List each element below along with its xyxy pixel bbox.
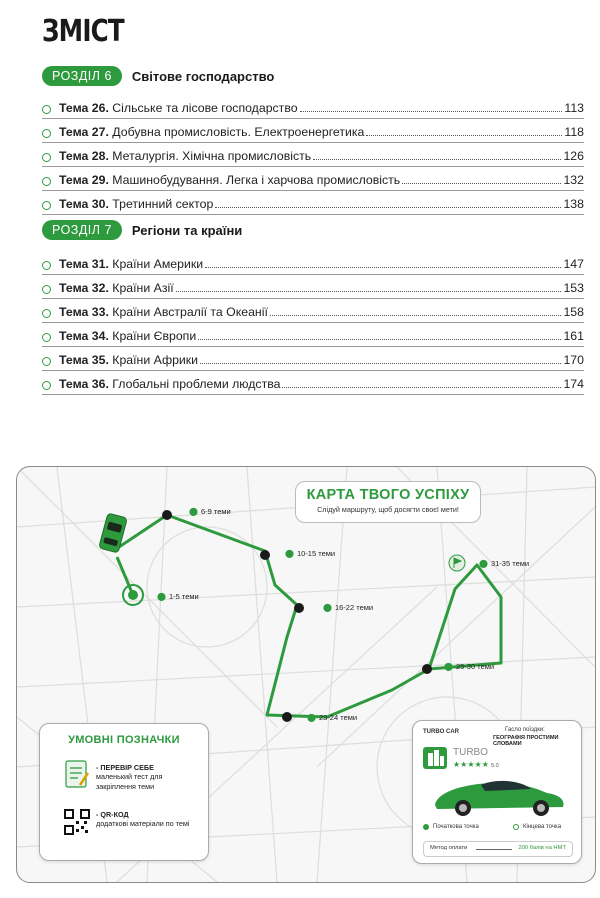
bullet-circle-icon [42, 285, 51, 294]
card-car-name: TURBO [453, 747, 488, 758]
checkpoint-icon [260, 550, 270, 560]
topic-number: Тема 26. [59, 101, 109, 115]
section-title: Регіони та країни [131, 222, 243, 238]
toc-row[interactable] [42, 167, 584, 191]
topic-number: Тема 28. [59, 149, 109, 163]
topic-page: 170 [563, 353, 584, 367]
map-banner [295, 481, 481, 523]
map-legend [39, 723, 209, 861]
topic-page: 158 [563, 305, 584, 319]
map-title: КАРТА ТВОГО УСПІХУ [306, 487, 470, 503]
topic-number: Тема 27. [59, 125, 109, 139]
bullet-circle-icon [42, 129, 51, 138]
finish-marker-icon [449, 555, 465, 571]
topic-page: 126 [563, 149, 584, 163]
topic-title: Країни Австралії та Океанії [112, 305, 268, 319]
rating-stars: ★★★★★ 5.0 [453, 760, 499, 769]
end-point-icon [513, 824, 519, 830]
pin-icon: ⬤ [307, 713, 316, 722]
section-badge: РОЗДІЛ 6 [42, 66, 122, 86]
page-title: ЗМІСТ [42, 14, 124, 49]
qr-code-icon [64, 809, 90, 835]
bullet-circle-icon [42, 201, 51, 210]
card-slogan-label: Гасло поїздки: [505, 727, 545, 733]
sports-car-icon [429, 771, 569, 817]
section-badge: РОЗДІЛ 7 [42, 220, 122, 240]
bullet-circle-icon [42, 177, 51, 186]
legend-title: УМОВНІ ПОЗНАЧКИ [68, 734, 180, 746]
payment-row: Метод оплати 200 балів на НМТ [423, 841, 573, 857]
card-brand: TURBO CAR [423, 729, 459, 735]
toc-row[interactable] [42, 191, 584, 215]
map-subtitle: Слідуй маршруту, щоб досягти своєї мети! [317, 505, 459, 514]
topic-number: Тема 32. [59, 281, 109, 295]
topic-page: 153 [563, 281, 584, 295]
bullet-circle-icon [42, 153, 51, 162]
topic-page: 132 [563, 173, 584, 187]
topic-page: 174 [563, 377, 584, 391]
toc-row[interactable] [42, 95, 584, 119]
legend-item-qr: - QR-КОД додаткові матеріали по темі [96, 810, 190, 829]
pin-icon: ⬤ [189, 507, 198, 516]
toc-section-6 [42, 95, 584, 215]
start-point: Початкова точка [423, 824, 479, 830]
bullet-circle-icon [42, 105, 51, 114]
topic-number: Тема 31. [59, 257, 109, 271]
end-point: Кінцева точка [513, 824, 561, 830]
section-6-header [42, 66, 274, 86]
checkpoint-icon [422, 664, 432, 674]
topic-number: Тема 33. [59, 305, 109, 319]
section-title: Світове господарство [131, 68, 275, 84]
pin-icon: ⬤ [479, 559, 488, 568]
topic-number: Тема 34. [59, 329, 109, 343]
topic-title: Сільське та лісове господарство [112, 101, 298, 115]
toc-row[interactable] [42, 251, 584, 275]
topic-page: 113 [564, 101, 584, 115]
topic-title: Країни Азії [112, 281, 174, 295]
checkpoint-icon [282, 712, 292, 722]
bullet-circle-icon [42, 357, 51, 366]
pin-icon: ⬤ [285, 549, 294, 558]
stop-label: ⬤ 10-15 теми [285, 549, 336, 558]
topic-page: 161 [563, 329, 584, 343]
topic-title: Країни Африки [112, 353, 199, 367]
pin-icon: ⬤ [444, 662, 453, 671]
stop-label: ⬤ 31-35 теми [479, 559, 530, 568]
pin-icon: ⬤ [323, 603, 332, 612]
test-doc-icon [64, 759, 90, 789]
stop-label: ⬤ 25-30 теми [444, 662, 495, 671]
bullet-circle-icon [42, 381, 51, 390]
stop-label: ⬤ 6-9 теми [189, 507, 231, 516]
legend-item-test: - ПЕРЕВІР СЕБЕ маленький тест для закріплення теми [96, 763, 163, 791]
topic-title: Третинний сектор [112, 197, 214, 211]
topic-number: Тема 35. [59, 353, 109, 367]
toc-row[interactable] [42, 119, 584, 143]
stop-label: ⬤ 1-5 теми [157, 592, 199, 601]
toc-row[interactable] [42, 299, 584, 323]
start-point-icon [423, 824, 429, 830]
route-path [119, 515, 501, 717]
checkpoint-icon [294, 603, 304, 613]
bullet-circle-icon [42, 333, 51, 342]
topic-page: 118 [564, 125, 584, 139]
topic-title: Країни Америки [112, 257, 204, 271]
turbo-car-card [412, 720, 582, 864]
stop-label: ⬤ 16-22 теми [323, 603, 374, 612]
toc-row[interactable] [42, 143, 584, 167]
toc-row[interactable] [42, 275, 584, 299]
stop-label: ⬤ 23-24 теми [307, 713, 358, 722]
toc-row[interactable] [42, 347, 584, 371]
bullet-circle-icon [42, 261, 51, 270]
checkpoint-icon [162, 510, 172, 520]
car-icon [99, 513, 128, 553]
success-map [16, 466, 596, 883]
toc-section-7 [42, 251, 584, 395]
city-icon [423, 747, 447, 769]
toc-row[interactable] [42, 323, 584, 347]
topic-title: Металургія. Хімічна промисловість [112, 149, 312, 163]
topic-title: Країни Європи [112, 329, 197, 343]
topic-number: Тема 29. [59, 173, 109, 187]
topic-page: 147 [563, 257, 584, 271]
topic-title: Глобальні проблеми людства [112, 377, 281, 391]
topic-title: Машинобудування. Легка і харчова промисловість [112, 173, 401, 187]
topic-title: Добувна промисловість. Електроенергетика [112, 125, 365, 139]
bullet-circle-icon [42, 309, 51, 318]
toc-row[interactable] [42, 371, 584, 395]
card-slogan: ГЕОГРАФІЯ ПРОСТИМИ СЛОВАМИ [493, 735, 559, 747]
topic-number: Тема 36. [59, 377, 109, 391]
pin-icon: ⬤ [157, 592, 166, 601]
section-7-header [42, 220, 242, 240]
topic-page: 138 [563, 197, 584, 211]
topic-number: Тема 30. [59, 197, 109, 211]
